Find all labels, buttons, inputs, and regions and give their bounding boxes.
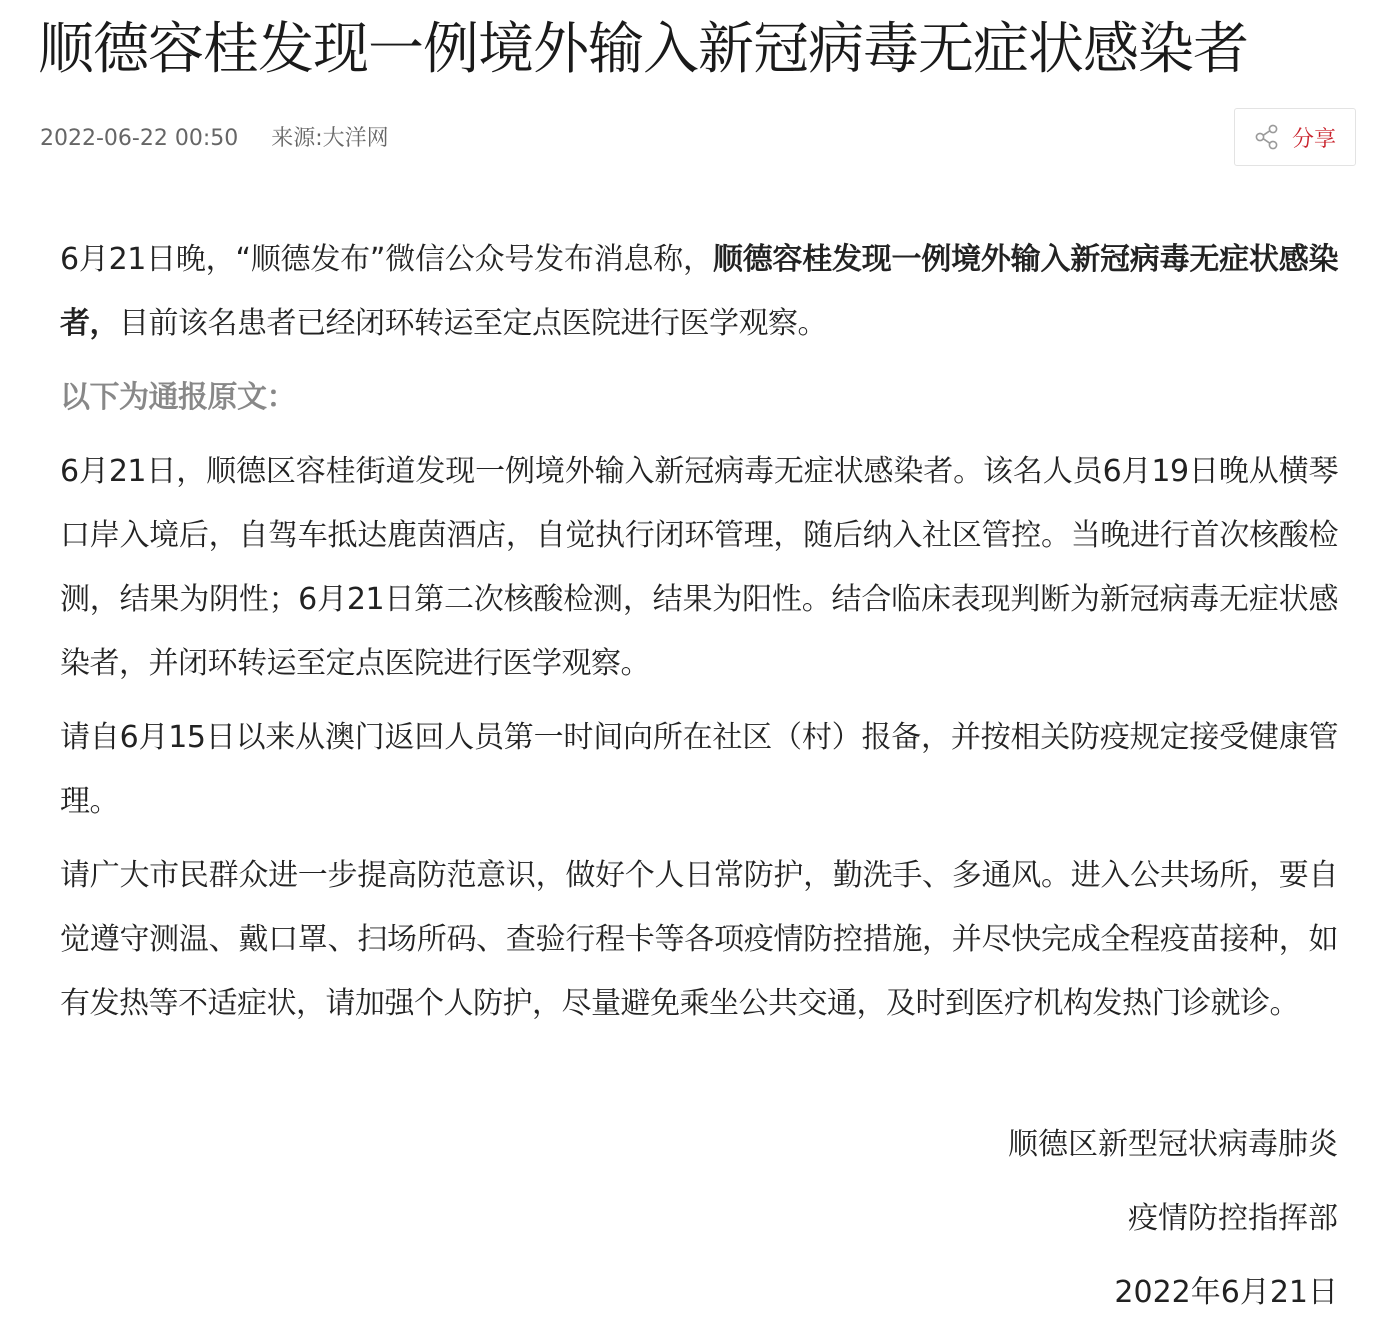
share-label: 分享 — [1291, 126, 1336, 152]
lead-bold: 顺德容桂发现一例境外输入新冠病毒无症状感染者， — [60, 242, 1338, 341]
lead-suffix: 目前该名患者已经闭环转运至定点医院进行医学观察。 — [119, 306, 827, 341]
paragraph-3: 请广大市民群众进一步提高防范意识，做好个人日常防护，勤洗手、多通风。进入公共场所，要自觉遵守测温、戴口罩、扫场所码、查验行程卡等各项疫情防控措施，并尽快完成全程疫苗接种，如有发热等不适症状，请加强个人防护，尽量避免乘坐公共交通，及时到医疗机构发热门诊就诊。 — [60, 858, 1338, 1021]
share-button[interactable] — [1234, 108, 1356, 166]
article-body — [60, 228, 1338, 1036]
lead-prefix: 6月21日晚，“顺德发布”微信公众号发布消息称， — [60, 242, 713, 277]
notice-label: 以下为通报原文： — [60, 380, 296, 415]
paragraph-2: 请自6月15日以来从澳门返回人员第一时间向所在社区（村）报备，并按相关防疫规定接受健康管理。 — [60, 720, 1338, 819]
publish-date: 2022-06-22 00:50 — [40, 126, 239, 151]
article-title: 顺德容桂发现一例境外输入新冠病毒无症状感染者 — [38, 17, 1248, 82]
share-icon — [1254, 124, 1280, 150]
signature-line-1: 顺德区新型冠状病毒肺炎 — [1008, 1127, 1338, 1162]
article-meta — [40, 122, 389, 156]
signature-line-2: 疫情防控指挥部 — [1128, 1201, 1338, 1236]
paragraph-1: 6月21日，顺德区容桂街道发现一例境外输入新冠病毒无症状感染者。该名人员6月19日晚从横琴口岸入境后，自驾车抵达鹿茵酒店，自觉执行闭环管理，随后纳入社区管控。当晚进行首次核酸检测，结果为阴性；6月21日第二次核酸检测，结果为阳性。结合临床表现判断为新冠病毒无症状感染者，并闭环转运至定点医院进行医学观察。 — [60, 454, 1338, 681]
article-source[interactable]: 来源:大洋网 — [271, 126, 389, 151]
lead-paragraph — [60, 228, 1338, 356]
signature-block — [1008, 1108, 1338, 1330]
signature-date: 2022年6月21日 — [1114, 1275, 1338, 1310]
